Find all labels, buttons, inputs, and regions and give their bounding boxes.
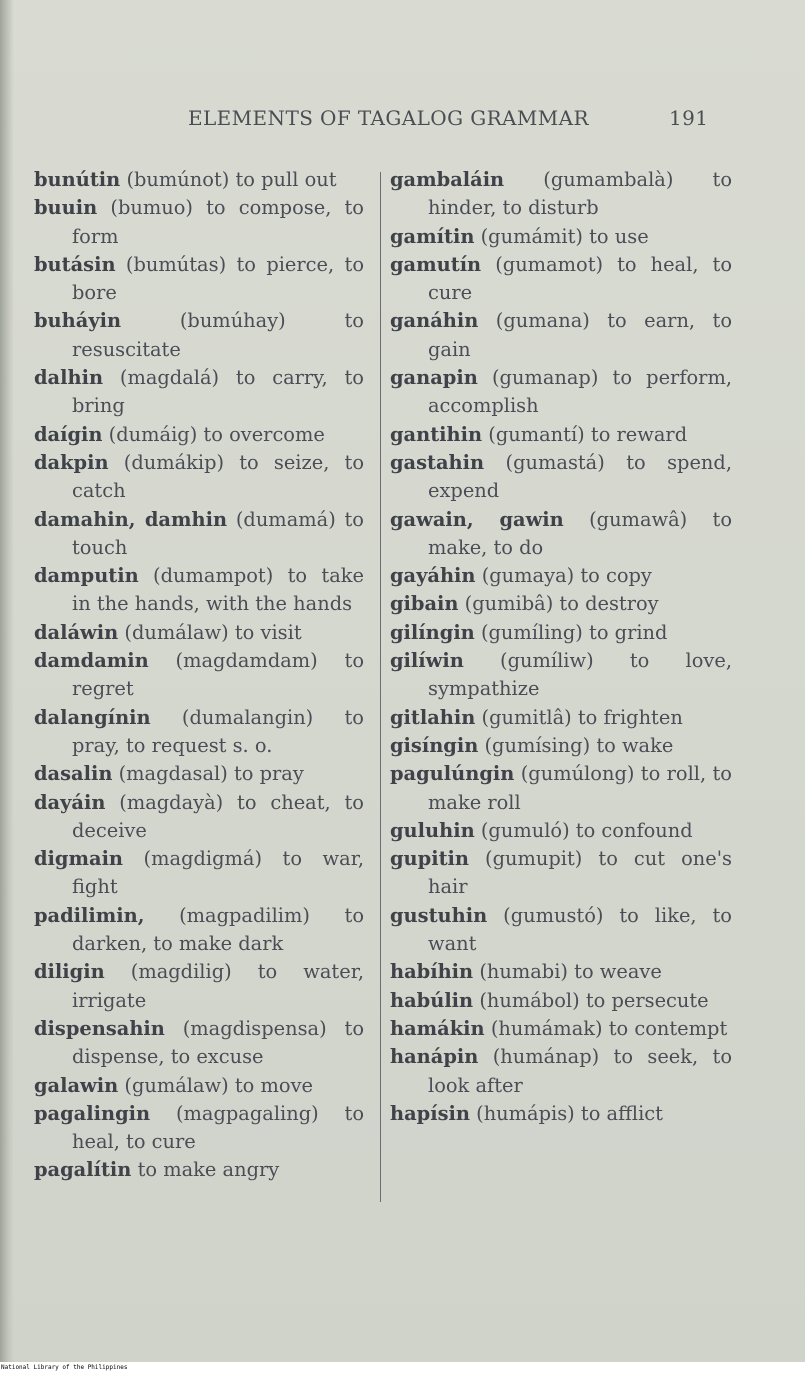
entry-definition: (magdalá) to carry, to bring <box>72 366 364 418</box>
entry-definition: (magdasal) to pray <box>112 762 304 786</box>
entry-definition: (gumambalà) to hinder, to disturb <box>428 168 732 220</box>
entry-definition: (gumíliw) to love, sympathize <box>428 649 732 701</box>
entry-headword: dalangínin <box>34 705 151 729</box>
entry-definition: (bumúhay) to resuscitate <box>72 309 364 361</box>
entry-definition: (dumampot) to take in the hands, with the hands <box>72 564 364 616</box>
dictionary-entry <box>34 789 364 846</box>
left-column <box>34 166 364 1185</box>
dictionary-entry <box>390 251 732 308</box>
entry-headword: gamítin <box>390 224 475 248</box>
dictionary-entry <box>34 704 364 761</box>
dictionary-entry <box>390 166 732 223</box>
dictionary-entry <box>390 223 732 251</box>
dictionary-entry <box>34 449 364 506</box>
entry-definition: (gumíling) to grind <box>474 620 668 644</box>
dictionary-entry <box>34 364 364 421</box>
dictionary-entry <box>34 1072 364 1100</box>
dictionary-entry <box>390 307 732 364</box>
dictionary-entry <box>34 1156 364 1184</box>
dictionary-entry <box>34 307 364 364</box>
entry-definition: (gumamot) to heal, to cure <box>428 252 732 305</box>
entry-headword: butásin <box>34 252 116 276</box>
entry-definition: (dumákip) to seize, to catch <box>72 450 364 503</box>
dictionary-entry <box>34 506 364 563</box>
column-divider <box>380 172 381 1202</box>
entry-definition: (magdispensa) to dispense, to excuse <box>72 1016 364 1069</box>
entry-definition: (humábol) to persecute <box>473 988 709 1012</box>
entry-headword: guluhin <box>390 818 475 842</box>
entry-headword: bunútin <box>34 168 121 191</box>
entry-headword: dayáin <box>34 790 106 814</box>
entry-definition: (dumamá) to touch <box>72 507 364 559</box>
entry-definition: (bumútas) to pierce, to bore <box>72 252 364 305</box>
dictionary-entry <box>390 421 732 449</box>
entry-headword: gilíwin <box>390 649 464 673</box>
entry-headword: gayáhin <box>390 564 476 588</box>
entry-definition: (gumámit) to use <box>474 224 649 248</box>
entry-headword: habíhin <box>390 960 474 984</box>
entry-headword: gilíngin <box>390 620 475 644</box>
entry-headword: gawain, gawin <box>390 507 564 531</box>
right-column <box>390 166 732 1128</box>
entry-definition: (gumantí) to reward <box>482 422 688 446</box>
dictionary-entry <box>34 902 364 959</box>
entry-headword: buuin <box>34 196 98 220</box>
dictionary-entry <box>34 619 364 647</box>
entry-definition: (gumustó) to like, to want <box>428 903 732 956</box>
entry-headword: damputin <box>34 564 139 588</box>
entry-headword: pagalítin <box>34 1158 132 1182</box>
entry-definition: (gumúlong) to roll, to make roll <box>428 762 732 814</box>
entry-definition: (gumanap) to perform, accomplish <box>428 366 732 418</box>
dictionary-entry <box>390 449 732 506</box>
dictionary-entry <box>34 647 364 704</box>
entry-definition: (humánap) to seek, to look after <box>428 1045 732 1097</box>
entry-headword: pagulúngin <box>390 762 515 786</box>
entry-headword: gamutín <box>390 252 482 276</box>
library-credit: National Library of the Philippines <box>1 1364 128 1371</box>
dictionary-entry <box>34 562 364 619</box>
entry-definition: (dumáig) to overcome <box>102 422 325 446</box>
entry-definition: (magdilig) to water, irrigate <box>72 960 364 1012</box>
entry-definition: (gumálaw) to move <box>118 1073 314 1097</box>
entry-definition: (gumuló) to confound <box>474 818 693 842</box>
entry-headword: damahin, damhin <box>34 507 228 531</box>
dictionary-entry <box>390 817 732 845</box>
entry-headword: gibain <box>390 592 459 616</box>
dictionary-entry <box>34 1015 364 1072</box>
entry-definition: (gumitlâ) to frighten <box>475 705 683 729</box>
entry-definition: (magdayà) to cheat, to deceive <box>72 790 364 842</box>
dictionary-entry <box>390 732 732 760</box>
entry-headword: ganapin <box>390 366 478 390</box>
entry-definition: (magdigmá) to war, fight <box>72 847 364 899</box>
dictionary-entry <box>390 364 732 421</box>
entry-headword: habúlin <box>390 988 474 1012</box>
entry-headword: diligin <box>34 960 105 984</box>
entry-definition: (gumísing) to wake <box>478 733 674 757</box>
entry-headword: hanápin <box>390 1045 479 1069</box>
entry-headword: dispensahin <box>34 1016 165 1040</box>
entry-definition: (gumastá) to spend, expend <box>428 450 732 503</box>
entry-headword: dasalin <box>34 762 113 786</box>
entry-definition: (humámak) to contempt <box>484 1016 728 1040</box>
dictionary-entry <box>34 845 364 902</box>
dictionary-entry <box>390 958 732 986</box>
entry-headword: daláwin <box>34 620 119 644</box>
dictionary-entry <box>390 902 732 959</box>
dictionary-entry <box>34 194 364 251</box>
entry-definition: (humabi) to weave <box>473 960 662 984</box>
entry-headword: gantihin <box>390 422 483 446</box>
dictionary-entry <box>34 166 364 194</box>
entry-definition: (dumálaw) to visit <box>118 620 302 644</box>
entry-headword: damdamin <box>34 649 149 673</box>
dictionary-entry <box>390 704 732 732</box>
entry-definition: (humápis) to afflict <box>469 1101 663 1125</box>
entry-definition: to make angry <box>131 1158 280 1182</box>
entry-definition: (magpagaling) to heal, to cure <box>72 1101 364 1154</box>
entry-headword: gambaláin <box>390 168 505 191</box>
dictionary-entry <box>390 760 732 817</box>
dictionary-entry <box>390 590 732 618</box>
entry-definition: (magdamdam) to regret <box>72 649 364 701</box>
entry-definition: (magpadilim) to darken, to make dark <box>72 903 364 956</box>
entry-headword: gisíngin <box>390 733 479 757</box>
page-number: 191 <box>669 106 709 130</box>
entry-headword: hapísin <box>390 1101 470 1125</box>
dictionary-entry <box>390 562 732 590</box>
binding-shadow <box>0 0 14 1362</box>
dictionary-entry <box>390 845 732 902</box>
entry-headword: hamákin <box>390 1016 485 1040</box>
entry-definition: (dumalangin) to pray, to request s. o. <box>72 705 364 757</box>
dictionary-entry <box>390 987 732 1015</box>
entry-headword: galawin <box>34 1073 119 1097</box>
dictionary-entry <box>390 647 732 704</box>
entry-headword: padilimin, <box>34 903 145 927</box>
entry-headword: buháyin <box>34 309 122 333</box>
entry-headword: digmain <box>34 847 124 871</box>
entry-headword: dalhin <box>34 366 104 390</box>
entry-definition: (bumuo) to compose, to form <box>72 196 364 248</box>
dictionary-entry <box>34 760 364 788</box>
dictionary-entry <box>34 251 364 308</box>
entry-headword: gustuhin <box>390 903 488 927</box>
entry-definition: (bumúnot) to pull out <box>120 168 337 191</box>
dictionary-entry <box>34 421 364 449</box>
dictionary-entry <box>34 958 364 1015</box>
entry-headword: ganáhin <box>390 309 479 333</box>
footer <box>0 1364 805 1373</box>
entry-definition: (gumibâ) to destroy <box>458 592 659 616</box>
entry-headword: daígin <box>34 422 103 446</box>
entry-headword: dakpin <box>34 450 109 474</box>
entry-headword: pagalingin <box>34 1101 151 1125</box>
entry-headword: gastahin <box>390 450 485 474</box>
entry-headword: gitlahin <box>390 705 476 729</box>
dictionary-entry <box>390 1100 732 1128</box>
dictionary-entry <box>34 1100 364 1157</box>
dictionary-entry <box>390 1043 732 1100</box>
dictionary-entry <box>390 506 732 563</box>
entry-headword: gupitin <box>390 847 470 871</box>
entry-definition: (gumaya) to copy <box>475 564 652 588</box>
running-title: ELEMENTS OF TAGALOG GRAMMAR <box>188 106 589 130</box>
dictionary-entry <box>390 619 732 647</box>
dictionary-entry <box>390 1015 732 1043</box>
entry-definition: (gumupit) to cut one's hair <box>428 847 732 899</box>
entry-definition: (gumana) to earn, to gain <box>428 309 732 361</box>
entry-definition: (gumawâ) to make, to do <box>428 507 733 559</box>
